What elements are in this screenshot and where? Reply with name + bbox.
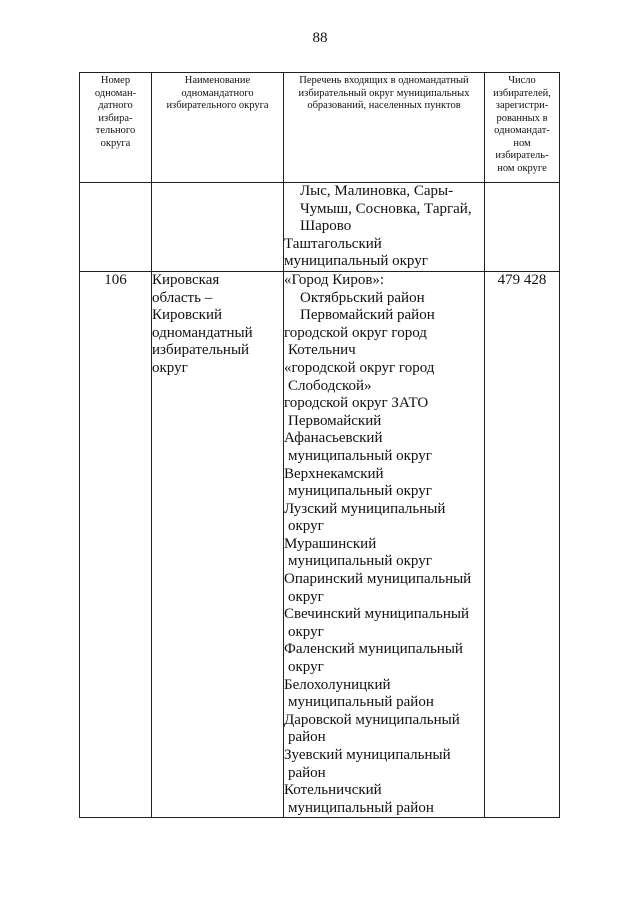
list-item: Опаринский муниципальный — [284, 571, 472, 588]
list-item: район — [288, 764, 326, 781]
list-item: Таштагольский — [284, 235, 382, 252]
district-name-line: Кировский — [152, 307, 223, 324]
list-item: Лыс, Малиновка, Сары- — [300, 183, 454, 199]
district-number: 106 — [80, 271, 152, 817]
list-item: муниципальный округ — [288, 483, 432, 500]
list-item: Котельнич — [288, 342, 356, 359]
cont-number-cell — [80, 183, 152, 272]
list-item: Слободской» — [288, 377, 372, 394]
list-item: Лузский муниципальный — [284, 500, 446, 517]
header-text-line: избирательного округа — [166, 100, 269, 111]
list-item: Зуевский муниципальный — [284, 747, 451, 763]
page-number: 88 — [312, 30, 328, 46]
table-header-row — [80, 73, 560, 183]
header-voter-count — [485, 73, 560, 183]
district-name-line: избирательный — [152, 342, 250, 359]
list-item: Шарово — [300, 218, 352, 235]
list-item: округ — [288, 518, 324, 535]
voter-count: 479 428 — [485, 271, 560, 817]
list-item: Верхнекамский — [284, 465, 384, 482]
list-item: Первомайский — [288, 412, 382, 429]
list-item: Афанасьевский — [284, 430, 383, 447]
header-text-line: Номер — [100, 75, 131, 86]
list-item: муниципальный округ — [288, 553, 432, 570]
list-item: округ — [288, 659, 324, 676]
table-row — [80, 271, 560, 817]
list-item: Белохолуницкий — [284, 676, 391, 693]
header-text-line: избиратель- — [495, 150, 549, 161]
districts-table — [79, 72, 560, 818]
list-item: городской округ ЗАТО — [284, 395, 429, 412]
list-item: Фаленский муниципальный — [284, 641, 463, 658]
list-item: Даровской муниципальный — [284, 711, 460, 728]
list-item: округ — [288, 588, 324, 605]
list-item: Первомайский район — [300, 307, 435, 324]
header-text-line: ном — [513, 137, 531, 149]
district-name — [152, 271, 284, 817]
header-text-line: избира- — [98, 112, 133, 124]
header-text-line: одномандатного — [181, 87, 254, 99]
cont-name-cell — [152, 183, 284, 272]
header-text-line: Число — [508, 75, 536, 86]
header-text-line: избирательный округ муниципальных — [298, 87, 470, 99]
list-item: муниципальный район — [288, 799, 434, 816]
district-name-line: округ — [152, 359, 188, 376]
municipalities-list — [284, 271, 485, 817]
header-text-line: Перечень входящих в одномандатный — [299, 75, 469, 86]
district-name-line: область – — [152, 289, 213, 306]
list-item: Октябрьский район — [300, 289, 425, 306]
list-item: муниципальный округ — [288, 447, 432, 464]
header-text-line: зарегистри- — [495, 100, 549, 111]
header-text-line: тельного — [95, 125, 136, 136]
header-text-line: ном округе — [497, 162, 547, 174]
header-text-line: рованных в — [496, 112, 548, 124]
list-item: округ — [288, 623, 324, 640]
district-name-line: Кировская — [152, 271, 220, 288]
list-item: Свечинский муниципальный — [284, 606, 470, 623]
header-text-line: округа — [100, 137, 131, 149]
header-text-line: одноман- — [94, 87, 137, 99]
header-municipalities-list — [284, 73, 485, 183]
list-item: район — [288, 729, 326, 746]
list-item: Мурашинский — [284, 535, 377, 552]
list-item: муниципальный район — [288, 694, 434, 711]
list-item: Чумыш, Сосновка, Таргай, — [300, 200, 472, 217]
cont-voters-cell — [485, 183, 560, 272]
header-text-line: Наименование — [184, 75, 251, 86]
header-text-line: датного — [98, 100, 133, 111]
list-item: «городской округ город — [284, 359, 435, 376]
header-text-line: образований, населенных пунктов — [307, 100, 461, 111]
list-item: Котельничский — [284, 782, 382, 799]
header-text-line: избирателей, — [493, 87, 551, 99]
header-text-line: одномандат- — [494, 125, 550, 136]
table-row-continuation — [80, 183, 560, 272]
list-item: городской округ город — [284, 324, 427, 341]
cont-list-cell — [284, 183, 485, 272]
list-item: «Город Киров»: — [284, 271, 385, 288]
list-item: муниципальный округ — [284, 253, 428, 270]
header-district-name — [152, 73, 284, 183]
header-district-number — [80, 73, 152, 183]
district-name-line: одномандатный — [152, 324, 253, 341]
